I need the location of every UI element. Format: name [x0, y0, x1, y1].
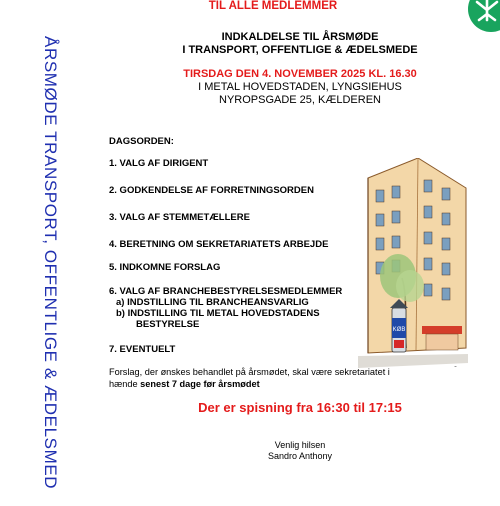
agenda-item: 2. GODKENDELSE AF FORRETNINGSORDEN	[109, 185, 314, 196]
meeting-date: TIRSDAG DEN 4. NOVEMBER 2025 KL. 16.30	[183, 68, 417, 80]
agenda-subitem: a) INDSTILLING TIL BRANCHEANSVARLIG	[116, 297, 309, 308]
agenda-item: 1. VALG AF DIRIGENT	[109, 158, 209, 169]
agenda-item: 4. BERETNING OM SEKRETARIATETS ARBEJDE	[109, 239, 329, 250]
agenda-item: 7. EVENTUELT	[109, 344, 176, 355]
dinner-notice: Der er spisning fra 16:30 til 17:15	[198, 400, 402, 415]
vertical-title-text: ÅRSMØDE TRANSPORT, OFFENTLIGE & ÆDELSMED	[41, 36, 60, 490]
agenda-subitem: b) INDSTILLING TIL METAL HOVEDSTADENS	[116, 308, 320, 319]
signature-block	[100, 440, 500, 462]
agenda-subitem-continuation: BESTYRELSE	[136, 319, 200, 330]
venue-line-1: I METAL HOVEDSTADEN, LYNGSIEHUS	[198, 81, 402, 93]
invitation-line-2: I TRANSPORT, OFFENTLIGE & ÆDELSMEDE	[182, 44, 418, 56]
venue-line-2: NYROPSGADE 25, KÆLDEREN	[219, 94, 381, 106]
agenda-title: DAGSORDEN:	[109, 136, 174, 147]
signature-greeting: Venlig hilsen	[274, 440, 326, 450]
street-illustration	[358, 158, 468, 373]
proposal-deadline: senest 7 dage før årsmødet	[140, 379, 260, 389]
audience-label: TIL ALLE MEDLEMMER	[208, 0, 338, 12]
invitation-line-1: INDKALDELSE TIL ÅRSMØDE	[221, 31, 379, 43]
svg-text:~: ~	[454, 364, 457, 369]
vertical-title	[40, 36, 60, 506]
proposal-line-2: hænde senest 7 dage før årsmødet	[109, 379, 260, 389]
agenda-item: 5. INDKOMNE FORSLAG	[109, 262, 221, 273]
proposal-line-1: Forslag, der ønskes behandlet på årsmødet, skal være sekretariatet i	[109, 367, 390, 377]
pillar-label: KØB	[392, 327, 406, 333]
agenda-item: 6. VALG AF BRANCHEBESTYRELSESMEDLEMMER	[109, 286, 343, 297]
signature-name: Sandro Anthony	[267, 451, 333, 461]
agenda-item: 3. VALG AF STEMMETÆLLERE	[109, 212, 250, 223]
